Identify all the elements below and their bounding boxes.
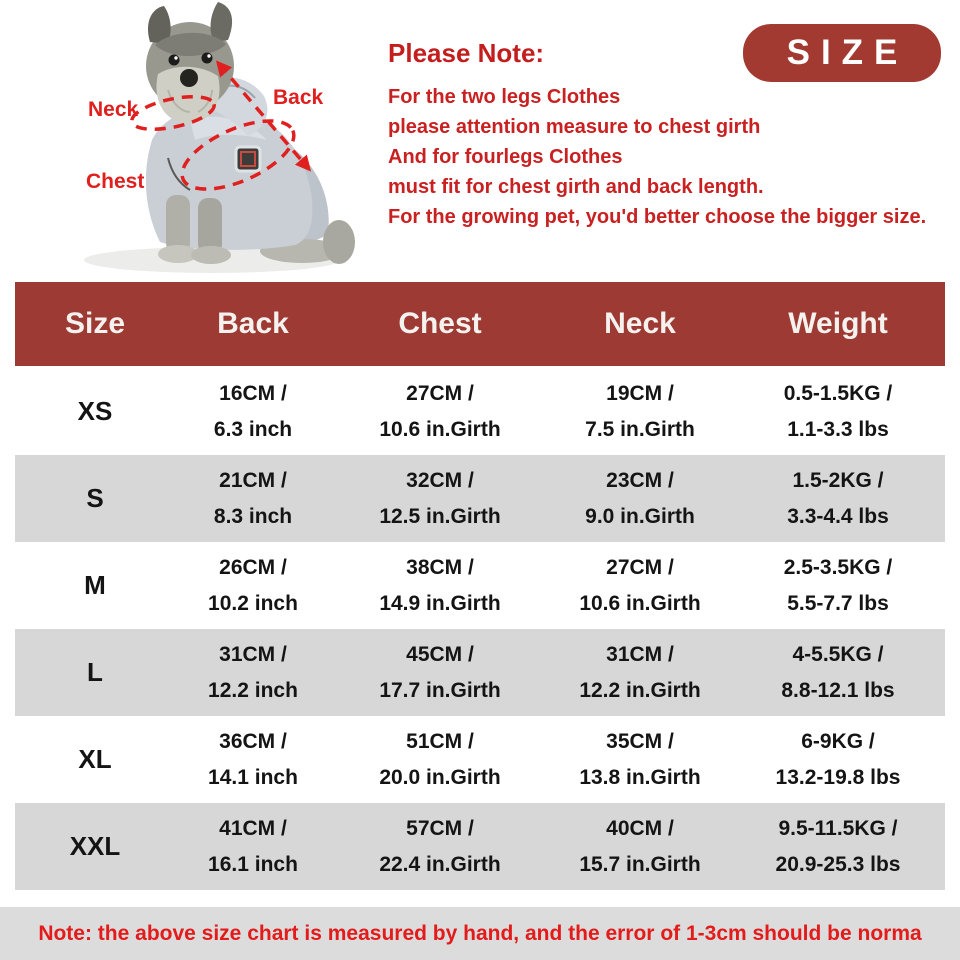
col-header-chest: Chest	[398, 307, 482, 340]
cell-chest	[331, 724, 549, 796]
cell-size: L	[87, 657, 103, 687]
cell-line: 10.6 in.Girth	[579, 591, 701, 615]
cell-line: 14.9 in.Girth	[379, 591, 501, 615]
cell-line: 27CM /	[406, 381, 474, 405]
cell-line: 8.3 inch	[213, 504, 293, 528]
cell-line: 0.5-1.5KG /	[783, 381, 893, 405]
col-header-back: Back	[217, 307, 289, 340]
cell-line: 13.2-19.8 lbs	[775, 765, 901, 789]
cell-size: XXL	[69, 831, 121, 861]
cell-back	[175, 811, 331, 883]
cell-line: 5.5-7.7 lbs	[787, 591, 889, 615]
cell-line: 45CM /	[406, 642, 474, 666]
table-row-xs	[15, 368, 945, 455]
cell-line: 6-9KG /	[801, 729, 875, 753]
coat-label-patch	[236, 147, 260, 171]
cell-neck	[549, 550, 731, 622]
cell-line: 35CM /	[606, 729, 674, 753]
footer-note-text: Note: the above size chart is measured by hand, and the error of 1-3cm should be norma	[38, 921, 922, 945]
cell-line: 21CM /	[219, 468, 287, 492]
cell-line: 20.9-25.3 lbs	[775, 852, 901, 876]
cell-neck	[549, 811, 731, 883]
cell-line: 40CM /	[606, 816, 674, 840]
cell-size: XS	[77, 396, 113, 426]
please-note-line: For the two legs Clothes	[388, 86, 621, 108]
cell-line: 57CM /	[406, 816, 474, 840]
cell-line: 4-5.5KG /	[792, 642, 884, 666]
back-measure-label: Back	[273, 86, 324, 109]
cell-line: 16.1 inch	[208, 852, 298, 876]
cell-back	[175, 463, 331, 535]
cell-line: 1.5-2KG /	[792, 468, 884, 492]
col-header-weight: Weight	[788, 307, 888, 340]
cell-weight	[731, 724, 945, 796]
cell-size: XL	[78, 744, 112, 774]
cell-back	[175, 724, 331, 796]
cell-line: 2.5-3.5KG /	[783, 555, 893, 579]
col-header-size: Size	[64, 307, 126, 340]
cell-line: 9.0 in.Girth	[585, 504, 695, 528]
neck-measure-label: Neck	[88, 98, 139, 121]
cell-line: 6.3 inch	[213, 417, 293, 441]
table-row-l	[15, 629, 945, 716]
cell-line: 27CM /	[606, 555, 674, 579]
cell-neck	[549, 724, 731, 796]
cell-chest	[331, 376, 549, 448]
cell-line: 8.8-12.1 lbs	[781, 678, 895, 702]
cell-line: 3.3-4.4 lbs	[787, 504, 889, 528]
please-note-line: please attention measure to chest girth	[388, 116, 761, 138]
cell-line: 32CM /	[406, 468, 474, 492]
cell-line: 20.0 in.Girth	[379, 765, 501, 789]
dog-measurement-figure	[40, 0, 370, 282]
chest-measure-label: Chest	[86, 170, 145, 193]
size-table	[15, 282, 945, 890]
cell-line: 41CM /	[219, 816, 287, 840]
cell-line: 51CM /	[406, 729, 474, 753]
cell-line: 12.2 in.Girth	[579, 678, 701, 702]
table-row-xxl	[15, 803, 945, 890]
cell-line: 14.1 inch	[208, 765, 298, 789]
cell-size: S	[86, 483, 104, 513]
cell-line: 31CM /	[606, 642, 674, 666]
footer-note-bar	[0, 907, 960, 960]
cell-line: 16CM /	[219, 381, 287, 405]
table-header-row	[15, 282, 945, 366]
cell-line: 7.5 in.Girth	[585, 417, 695, 441]
cell-line: 15.7 in.Girth	[579, 852, 701, 876]
cell-line: 23CM /	[606, 468, 674, 492]
cell-line: 10.2 inch	[208, 591, 298, 615]
cell-chest	[331, 637, 549, 709]
size-badge: SIZE	[743, 24, 941, 82]
please-note-heading: Please Note:	[388, 38, 545, 68]
cell-weight	[731, 550, 945, 622]
col-header-neck: Neck	[604, 307, 676, 340]
cell-back	[175, 550, 331, 622]
cell-weight	[731, 463, 945, 535]
cell-chest	[331, 550, 549, 622]
table-row-s	[15, 455, 945, 542]
cell-back	[175, 637, 331, 709]
cell-line: 19CM /	[606, 381, 674, 405]
dog-illustration	[40, 0, 370, 282]
cell-line: 12.5 in.Girth	[379, 504, 501, 528]
cell-neck	[549, 463, 731, 535]
please-note-line: And for fourlegs Clothes	[388, 146, 623, 168]
cell-neck	[549, 637, 731, 709]
hero-section	[0, 0, 960, 282]
cell-weight	[731, 811, 945, 883]
cell-line: 36CM /	[219, 729, 287, 753]
cell-line: 1.1-3.3 lbs	[787, 417, 889, 441]
cell-back	[175, 376, 331, 448]
cell-weight	[731, 637, 945, 709]
cell-line: 26CM /	[219, 555, 287, 579]
cell-chest	[331, 463, 549, 535]
cell-line: 38CM /	[406, 555, 474, 579]
table-row-xl	[15, 716, 945, 803]
cell-line: 31CM /	[219, 642, 287, 666]
please-note-line: must fit for chest girth and back length.	[388, 176, 764, 198]
cell-chest	[331, 811, 549, 883]
cell-line: 13.8 in.Girth	[579, 765, 701, 789]
cell-line: 9.5-11.5KG /	[778, 816, 898, 840]
cell-line: 12.2 inch	[208, 678, 298, 702]
cell-line: 22.4 in.Girth	[379, 852, 501, 876]
table-row-m	[15, 542, 945, 629]
cell-weight	[731, 376, 945, 448]
cell-line: 17.7 in.Girth	[379, 678, 501, 702]
please-note-line: For the growing pet, you'd better choose the bigger size.	[388, 206, 927, 228]
cell-line: 10.6 in.Girth	[379, 417, 501, 441]
cell-size: M	[84, 570, 106, 600]
cell-neck	[549, 376, 731, 448]
